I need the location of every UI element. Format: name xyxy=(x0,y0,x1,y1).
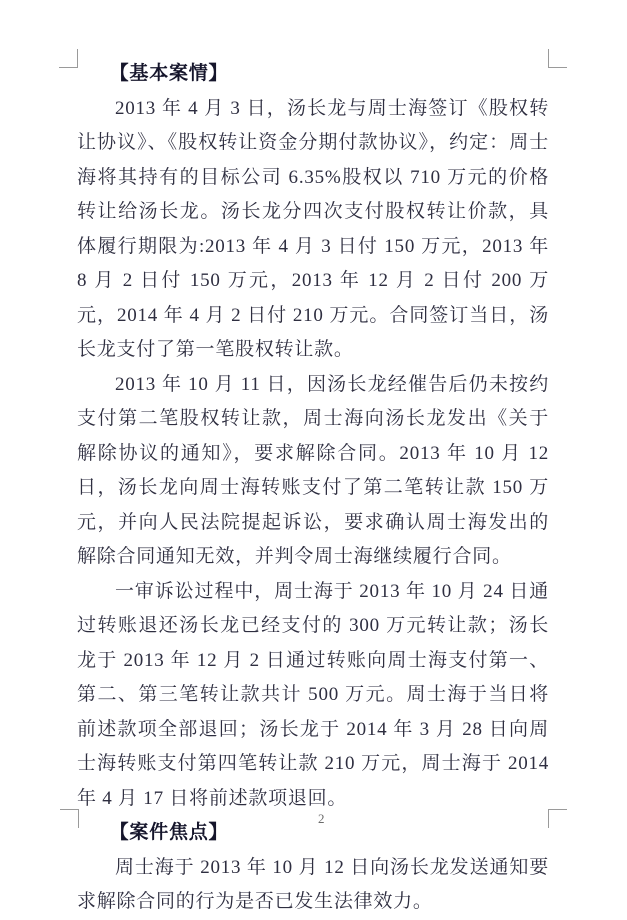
body-paragraph-litigation-payments: 一审诉讼过程中，周士海于 2013 年 10 月 24 日通过转账退还汤长龙已经支付的 300 万元转让款；汤长龙于 2013 年 12 月 2 日通过转账向周士海支付第一、第二、第三笔转让款共计 500 万元。周士海于当日将前述款项全部退回；汤长龙于 2014 年 3 月 28 日向周士海转账支付第四笔转让款 210 万元，周士海于 2014 年 4 月 17 日将前述款项退回。 xyxy=(77,580,549,809)
crop-mark-top-right xyxy=(548,49,567,68)
body-paragraph-agreement-terms: 2013 年 4 月 3 日，汤长龙与周士海签订《股权转让协议》、《股权转让资金分期付款协议》，约定：周士海将其持有的目标公司 6.35%股权以 710 万元的价格转让给汤长龙。汤长龙分四次支付股权转让价款，具体履行期限为:2013 年 4 月 3 日付 150 万元，2013 年 8 月 2 日付 150 万元，2013 年 12 月 2 日付 200 万元，2014 年 4 月 2 日付 210 万元。合同签订当日，汤长龙支付了第一笔股权转让款。 xyxy=(77,97,549,360)
crop-mark-bottom-right xyxy=(548,809,567,828)
crop-mark-top-left xyxy=(59,49,78,68)
document-body xyxy=(77,57,549,920)
section-heading-basic-facts: 【基本案情】 xyxy=(109,63,229,84)
page-number: 2 xyxy=(318,811,325,826)
body-paragraph-case-issue: 周士海于 2013 年 10 月 12 日向汤长龙发送通知要求解除合同的行为是否已发生法律效力。 xyxy=(77,856,549,912)
section-heading-case-focus: 【案件焦点】 xyxy=(109,822,229,843)
body-paragraph-termination-notice: 2013 年 10 月 11 日，因汤长龙经催告后仍未按约支付第二笔股权转让款，周士海向汤长龙发出《关于解除协议的通知》，要求解除合同。2013 年 10 月 12 日，汤长龙向周士海转账支付了第二笔转让款 150 万元，并向人民法院提起诉讼，要求确认周士海发出的解除合同通知无效，并判令周士海继续履行合同。 xyxy=(77,373,549,567)
